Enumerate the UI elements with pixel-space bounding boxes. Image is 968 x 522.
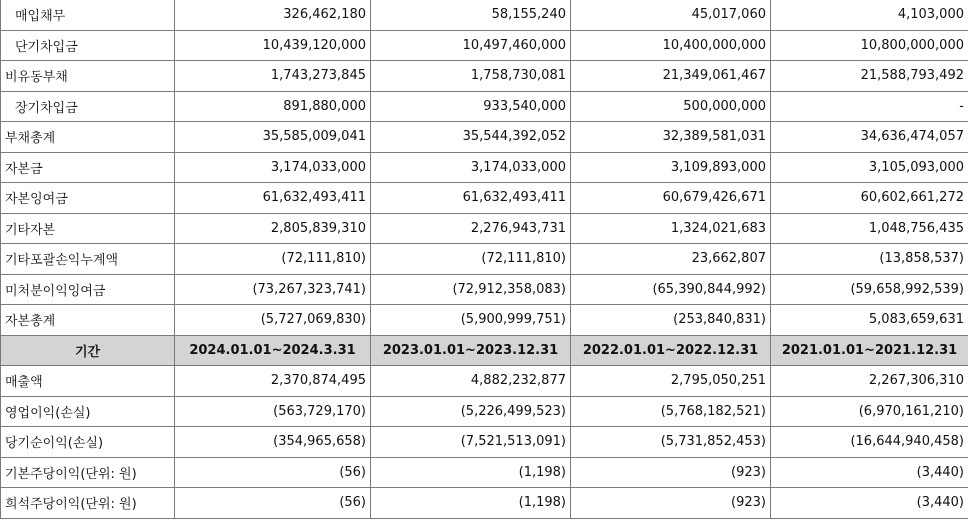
cell-value: (7,521,513,091): [371, 427, 571, 458]
row-label: 매입채무: [1, 0, 175, 30]
cell-value: (5,731,852,453): [571, 427, 771, 458]
cell-value: (13,858,537): [771, 244, 968, 275]
table-row: [1, 30, 968, 61]
cell-value: (253,840,831): [571, 305, 771, 336]
cell-value: 3,174,033,000: [175, 152, 371, 183]
cell-value: 10,400,000,000: [571, 30, 771, 61]
cell-value: (65,390,844,992): [571, 274, 771, 305]
cell-value: 3,109,893,000: [571, 152, 771, 183]
period-header-cell: 2021.01.01~2021.12.31: [771, 335, 968, 366]
table-row: [1, 427, 968, 458]
cell-value: 10,497,460,000: [371, 30, 571, 61]
cell-value: (72,912,358,083): [371, 274, 571, 305]
cell-value: (6,970,161,210): [771, 396, 968, 427]
cell-value: 1,048,756,435: [771, 213, 968, 244]
table-row: [1, 305, 968, 336]
cell-value: (923): [571, 457, 771, 488]
cell-value: (56): [175, 457, 371, 488]
cell-value: 326,462,180: [175, 0, 371, 30]
cell-value: 58,155,240: [371, 0, 571, 30]
cell-value: -: [771, 91, 968, 122]
cell-value: 10,800,000,000: [771, 30, 968, 61]
cell-value: 4,882,232,877: [371, 366, 571, 397]
cell-value: 2,795,050,251: [571, 366, 771, 397]
cell-value: 2,370,874,495: [175, 366, 371, 397]
cell-value: (354,965,658): [175, 427, 371, 458]
period-header-label: 기간: [1, 335, 175, 366]
cell-value: 61,632,493,411: [371, 183, 571, 214]
row-label: 자본잉여금: [1, 183, 175, 214]
row-label: 영업이익(손실): [1, 396, 175, 427]
cell-value: (5,768,182,521): [571, 396, 771, 427]
cell-value: (1,198): [371, 488, 571, 519]
cell-value: (73,267,323,741): [175, 274, 371, 305]
table-row: [1, 244, 968, 275]
table-row: [1, 183, 968, 214]
cell-value: 34,636,474,057: [771, 122, 968, 153]
cell-value: (923): [571, 488, 771, 519]
table-row: [1, 274, 968, 305]
row-label: 기본주당이익(단위: 원): [1, 457, 175, 488]
row-label: 매출액: [1, 366, 175, 397]
cell-value: 891,880,000: [175, 91, 371, 122]
row-label: 비유동부채: [1, 61, 175, 92]
row-label: 부채총계: [1, 122, 175, 153]
table-row: [1, 61, 968, 92]
cell-value: (3,440): [771, 457, 968, 488]
cell-value: (1,198): [371, 457, 571, 488]
row-label: 미처분이익잉여금: [1, 274, 175, 305]
table-row: [1, 457, 968, 488]
row-label: 기타포괄손익누계액: [1, 244, 175, 275]
table-row: [1, 396, 968, 427]
row-label: 단기차입금: [1, 30, 175, 61]
cell-value: 5,083,659,631: [771, 305, 968, 336]
row-label: 자본총계: [1, 305, 175, 336]
cell-value: 3,174,033,000: [371, 152, 571, 183]
cell-value: 500,000,000: [571, 91, 771, 122]
cell-value: 3,105,093,000: [771, 152, 968, 183]
cell-value: 1,324,021,683: [571, 213, 771, 244]
cell-value: (72,111,810): [175, 244, 371, 275]
cell-value: (3,440): [771, 488, 968, 519]
period-header-row: [1, 335, 968, 366]
cell-value: 60,602,661,272: [771, 183, 968, 214]
cell-value: 2,805,839,310: [175, 213, 371, 244]
table-row: [1, 122, 968, 153]
cell-value: 10,439,120,000: [175, 30, 371, 61]
period-header-cell: 2024.01.01~2024.3.31: [175, 335, 371, 366]
cell-value: 35,544,392,052: [371, 122, 571, 153]
table-row: [1, 0, 968, 30]
cell-value: 1,758,730,081: [371, 61, 571, 92]
cell-value: (5,226,499,523): [371, 396, 571, 427]
cell-value: (563,729,170): [175, 396, 371, 427]
cell-value: (16,644,940,458): [771, 427, 968, 458]
cell-value: 35,585,009,041: [175, 122, 371, 153]
cell-value: (72,111,810): [371, 244, 571, 275]
cell-value: 45,017,060: [571, 0, 771, 30]
cell-value: (5,900,999,751): [371, 305, 571, 336]
table-row: [1, 213, 968, 244]
cell-value: 933,540,000: [371, 91, 571, 122]
row-label: 희석주당이익(단위: 원): [1, 488, 175, 519]
cell-value: 4,103,000: [771, 0, 968, 30]
cell-value: (56): [175, 488, 371, 519]
row-label: 자본금: [1, 152, 175, 183]
cell-value: 2,276,943,731: [371, 213, 571, 244]
table-row: [1, 366, 968, 397]
table-row: [1, 488, 968, 519]
cell-value: 61,632,493,411: [175, 183, 371, 214]
table-row: [1, 91, 968, 122]
table-row: [1, 152, 968, 183]
cell-value: 60,679,426,671: [571, 183, 771, 214]
cell-value: (59,658,992,539): [771, 274, 968, 305]
cell-value: 23,662,807: [571, 244, 771, 275]
period-header-cell: 2022.01.01~2022.12.31: [571, 335, 771, 366]
period-header-cell: 2023.01.01~2023.12.31: [371, 335, 571, 366]
cell-value: 1,743,273,845: [175, 61, 371, 92]
row-label: 기타자본: [1, 213, 175, 244]
row-label: 장기차입금: [1, 91, 175, 122]
cell-value: (5,727,069,830): [175, 305, 371, 336]
row-label: 당기순이익(손실): [1, 427, 175, 458]
cell-value: 2,267,306,310: [771, 366, 968, 397]
cell-value: 32,389,581,031: [571, 122, 771, 153]
cell-value: 21,349,061,467: [571, 61, 771, 92]
cell-value: 21,588,793,492: [771, 61, 968, 92]
